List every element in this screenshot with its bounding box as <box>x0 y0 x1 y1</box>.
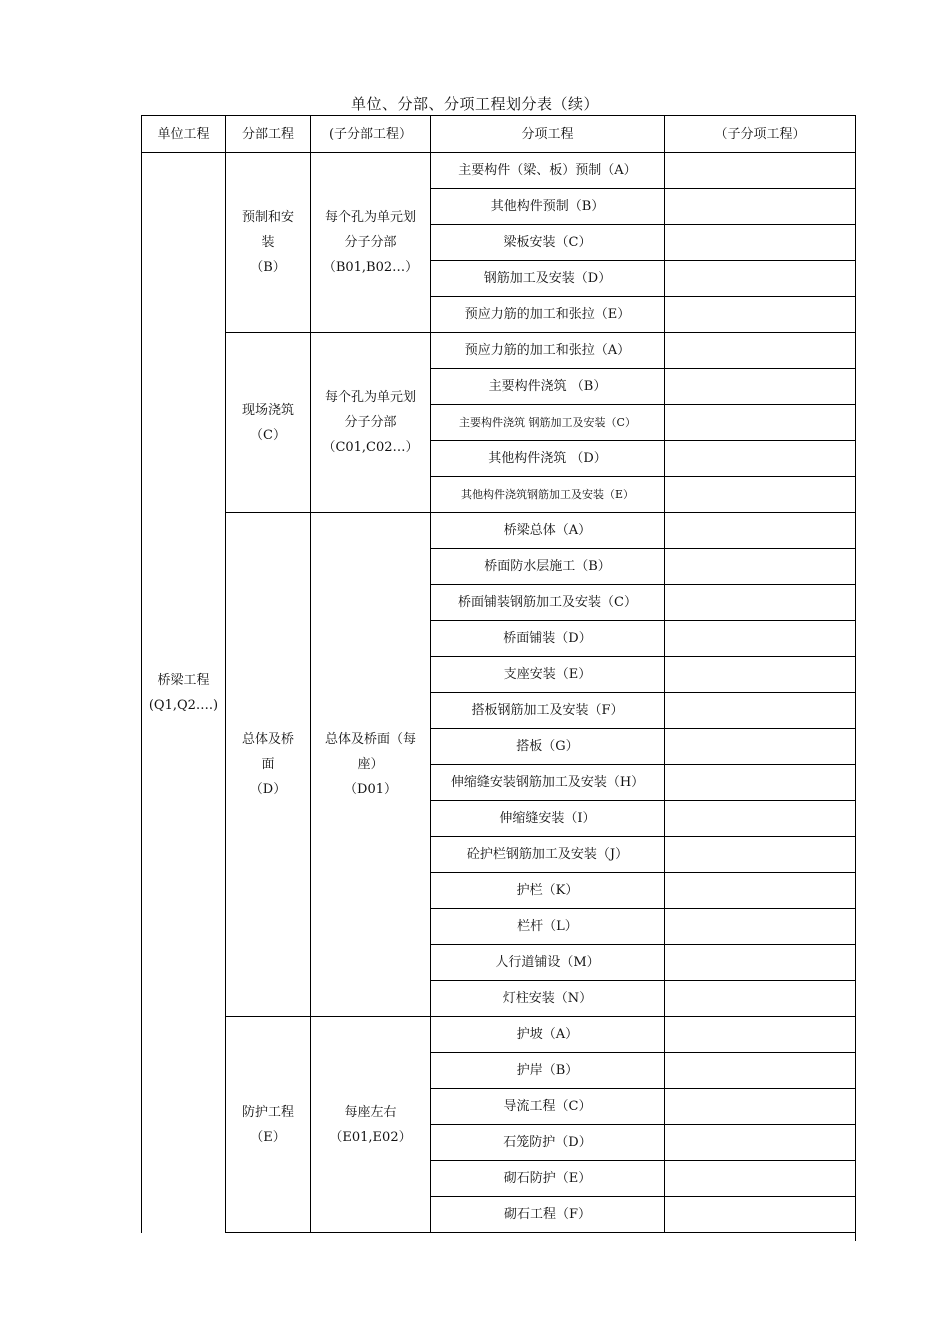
item-cell: 导流工程（C） <box>431 1089 665 1125</box>
item-cell: 主要构件浇筑 钢筋加工及安装（C） <box>431 405 665 441</box>
division-line: 总体及桥 <box>241 732 294 747</box>
item-cell: 护坡（A） <box>431 1017 665 1053</box>
division-cell <box>226 1017 311 1233</box>
subdivision-line: 分子分部 <box>344 235 397 250</box>
division-cell <box>226 333 311 513</box>
subitem-cell <box>665 909 856 945</box>
subitem-cell <box>665 1197 856 1233</box>
subitem-cell <box>665 1125 856 1161</box>
header-unit: 单位工程 <box>142 116 226 153</box>
subitem-cell <box>665 621 856 657</box>
item-cell: 伸缩缝安装钢筋加工及安装（H） <box>431 765 665 801</box>
item-cell: 其他构件预制（B） <box>431 189 665 225</box>
subdivision-code: （D01） <box>344 782 397 797</box>
subitem-cell <box>665 729 856 765</box>
item-cell: 搭板钢筋加工及安装（F） <box>431 693 665 729</box>
item-cell: 砼护栏钢筋加工及安装（J） <box>431 837 665 873</box>
item-cell: 砌石工程（F） <box>431 1197 665 1233</box>
item-cell: 灯柱安装（N） <box>431 981 665 1017</box>
subdivision-code: （B01,B02…） <box>322 260 419 275</box>
header-division: 分部工程 <box>226 116 311 153</box>
subitem-cell <box>665 405 856 441</box>
subitem-cell <box>665 801 856 837</box>
subdivision-line: 每个孔为单元划 <box>324 210 416 225</box>
division-line: 防护工程 <box>241 1104 294 1120</box>
division-line: 预制和安 <box>241 210 294 225</box>
item-cell: 人行道铺设（M） <box>431 945 665 981</box>
subdivision-cell <box>311 513 431 1017</box>
subitem-cell <box>665 1017 856 1053</box>
subitem-cell <box>665 549 856 585</box>
header-subdivision: (子分部工程） <box>311 116 431 153</box>
table-row <box>142 513 856 549</box>
item-cell: 梁板安装（C） <box>431 225 665 261</box>
header-subitem: （子分项工程） <box>665 116 856 153</box>
subitem-cell <box>665 693 856 729</box>
subitem-cell <box>665 837 856 873</box>
table-row <box>142 153 856 189</box>
item-cell: 主要构件浇筑 （B） <box>431 369 665 405</box>
division-code: （D） <box>249 782 287 797</box>
item-cell: 伸缩缝安装（I） <box>431 801 665 837</box>
item-cell: 砌石防护（E） <box>431 1161 665 1197</box>
subitem-cell <box>665 441 856 477</box>
item-cell: 预应力筋的加工和张拉（E） <box>431 297 665 333</box>
subdivision-line: 总体及桥面（每 <box>324 732 416 747</box>
item-cell: 桥面防水层施工（B） <box>431 549 665 585</box>
subitem-cell <box>665 333 856 369</box>
table-right-edge <box>855 115 856 1241</box>
division-code: （B） <box>250 260 286 275</box>
division-line: 现场浇筑 <box>241 402 294 418</box>
item-cell: 搭板（G） <box>431 729 665 765</box>
subitem-cell <box>665 477 856 513</box>
subdivision-line: 座） <box>357 757 384 772</box>
division-cell <box>226 513 311 1017</box>
table-row <box>142 1017 856 1053</box>
division-line: 装 <box>261 235 275 250</box>
subitem-cell <box>665 765 856 801</box>
unit-cell <box>142 153 226 1233</box>
subitem-cell <box>665 153 856 189</box>
subdivision-cell <box>311 153 431 333</box>
subitem-cell <box>665 945 856 981</box>
item-cell: 预应力筋的加工和张拉（A） <box>431 333 665 369</box>
subitem-cell <box>665 189 856 225</box>
header-row <box>142 116 856 153</box>
item-cell: 桥面铺装钢筋加工及安装（C） <box>431 585 665 621</box>
item-cell: 石笼防护（D） <box>431 1125 665 1161</box>
item-cell: 栏杆（L） <box>431 909 665 945</box>
division-table <box>141 115 856 1233</box>
item-cell: 桥梁总体（A） <box>431 513 665 549</box>
subitem-cell <box>665 873 856 909</box>
subdivision-cell <box>311 1017 431 1233</box>
header-item: 分项工程 <box>431 116 665 153</box>
division-cell <box>226 153 311 333</box>
subitem-cell <box>665 657 856 693</box>
item-cell: 主要构件（梁、板）预制（A） <box>431 153 665 189</box>
subdivision-line: 每个孔为单元划 <box>324 390 416 405</box>
subitem-cell <box>665 1089 856 1125</box>
subitem-cell <box>665 585 856 621</box>
table-row <box>142 333 856 369</box>
item-cell: 钢筋加工及安装（D） <box>431 261 665 297</box>
unit-name: 桥梁工程 <box>157 672 210 688</box>
item-cell: 护岸（B） <box>431 1053 665 1089</box>
division-code: （C） <box>250 427 286 443</box>
unit-code: (Q1,Q2….) <box>148 697 219 713</box>
item-cell: 桥面铺装（D） <box>431 621 665 657</box>
item-cell: 支座安装（E） <box>431 657 665 693</box>
subitem-cell <box>665 369 856 405</box>
subitem-cell <box>665 1161 856 1197</box>
subitem-cell <box>665 1053 856 1089</box>
subitem-cell <box>665 261 856 297</box>
item-cell: 其他构件浇筑 （D） <box>431 441 665 477</box>
table-title: 单位、分部、分项工程划分表（续） <box>350 95 599 113</box>
subitem-cell <box>665 297 856 333</box>
item-cell: 其他构件浇筑钢筋加工及安装（E） <box>431 477 665 513</box>
subdivision-code: （E01,E02） <box>329 1129 412 1145</box>
subitem-cell <box>665 513 856 549</box>
subitem-cell <box>665 981 856 1017</box>
item-cell: 护栏（K） <box>431 873 665 909</box>
subdivision-line: 每座左右 <box>344 1104 397 1120</box>
subdivision-code: （C01,C02…） <box>322 440 419 455</box>
division-line: 面 <box>261 757 275 772</box>
subdivision-cell <box>311 333 431 513</box>
division-code: （E） <box>250 1129 286 1145</box>
subdivision-line: 分子分部 <box>344 415 397 430</box>
subitem-cell <box>665 225 856 261</box>
